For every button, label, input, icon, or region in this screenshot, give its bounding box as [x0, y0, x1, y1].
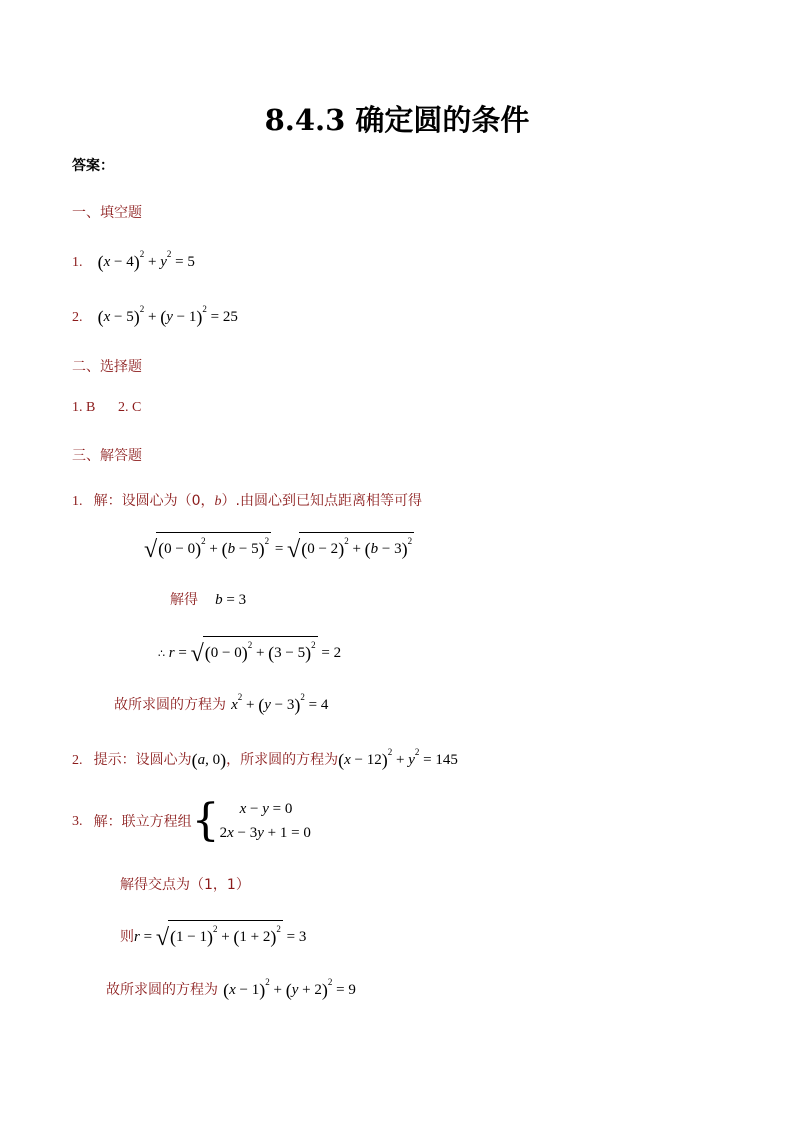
choice-answer-2: 2. C [118, 400, 142, 415]
equation-constant: 5 [187, 254, 195, 270]
radius-equation-1: ∴ $r = √(0 - 0)^2 + (3 - 5)^2 = 2$ [158, 636, 341, 668]
section-choice: 二、选择题 [72, 359, 142, 375]
solve-q1-intro: 1. 解：设圆心为（0，b）.由圆心到已知点距离相等可得 [72, 493, 422, 509]
equation-constant: 25 [222, 309, 238, 325]
answer-label: 答案： [72, 158, 114, 174]
solve-q1-conclusion: 故所求圆的方程为 $x^2 + (y - 3)^2 = 4$ [114, 692, 329, 715]
solve-q3-point: 解得交点为（1，1） [120, 877, 250, 893]
solve-b: 解得 b = 3 [170, 592, 247, 608]
item-number: 3. [72, 814, 83, 829]
item-number: 2. [72, 753, 83, 768]
solve-q3-conclusion: 故所求圆的方程为 $(x - 1)^2 + (y + 2)^2 = 9$ [106, 977, 356, 1000]
fill-answer-1: 1. $(x - 4)^2 + y^2 = 5$ [72, 249, 195, 272]
page-title: 8.4.3 确定圆的条件 [264, 103, 530, 137]
section-fill-blank: 一、填空题 [72, 205, 142, 221]
item-number: 1. [72, 494, 83, 509]
fill-answer-2: 2. $(x - 5)^2 + (y - 1)^2 = 25$ [72, 304, 238, 327]
section-solve: 三、解答题 [72, 448, 142, 464]
solve-q2: 2. 提示：设圆心为(a, 0)，所求圆的方程为$(x - 12)^2 + y^2 = 145$ [72, 747, 458, 770]
item-number: 2. [72, 310, 83, 325]
radius-equation-2: 则$r = √(1 - 1)^2 + (1 + 2)^2 = 3$ [120, 920, 306, 952]
choice-answer-1: 1. B [72, 400, 96, 415]
solve-q3-system: 3. 解：联立方程组{ x − y = 0 2x − 3y + 1 = 0 [72, 795, 311, 846]
distance-equation: $√(0 - 0)^2 + (b - 5)^2 = √(0 - 2)^2 + (b - 3)^2$ [144, 532, 414, 564]
item-number: 1. [72, 255, 83, 270]
